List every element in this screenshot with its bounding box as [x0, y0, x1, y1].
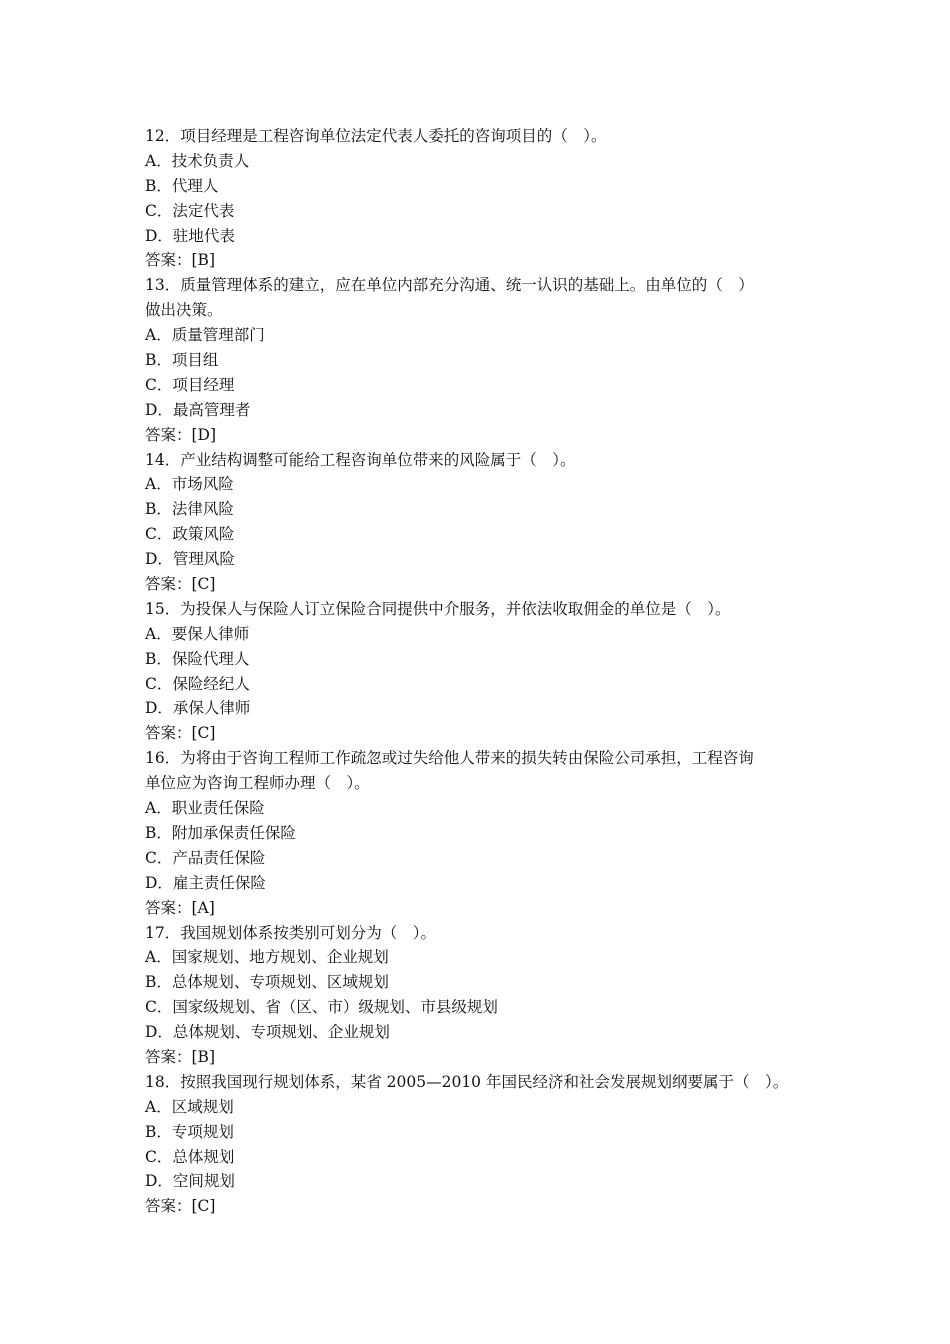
answer: 答案：[B] — [145, 1047, 215, 1066]
option-a: A．质量管理部门 — [145, 326, 265, 345]
question-14 — [145, 448, 825, 597]
option-d: D．管理风险 — [145, 550, 235, 569]
question-stem-continued: 做出决策。 — [145, 301, 223, 320]
question-17 — [145, 921, 825, 1070]
option-c: C．项目经理 — [145, 375, 235, 394]
option-b: B．附加承保责任保险 — [145, 823, 296, 842]
question-12 — [145, 124, 825, 273]
question-13 — [145, 273, 825, 447]
answer: 答案：[A] — [145, 898, 215, 917]
option-d: D．空间规划 — [145, 1172, 235, 1191]
option-b: B．专项规划 — [145, 1122, 234, 1141]
option-b: B．法律风险 — [145, 500, 234, 519]
question-18 — [145, 1070, 825, 1219]
answer: 答案：[D] — [145, 425, 217, 444]
option-a: A．要保人律师 — [145, 624, 250, 643]
question-16 — [145, 746, 825, 920]
question-stem: 13．质量管理体系的建立，应在单位内部充分沟通、统一认识的基础上。由单位的（ ） — [145, 276, 754, 295]
option-d: D．驻地代表 — [145, 226, 235, 245]
option-b: B．总体规划、专项规划、区域规划 — [145, 973, 389, 992]
option-b: B．项目组 — [145, 351, 219, 370]
option-a: A．市场风险 — [145, 475, 234, 494]
answer: 答案：[C] — [145, 575, 216, 594]
option-a: A．国家规划、地方规划、企业规划 — [145, 948, 389, 967]
question-stem: 17．我国规划体系按类别可划分为（ ）。 — [145, 923, 436, 942]
option-c: C．保险经纪人 — [145, 674, 250, 693]
question-stem: 14．产业结构调整可能给工程咨询单位带来的风险属于（ ）。 — [145, 450, 576, 469]
option-b: B．代理人 — [145, 176, 219, 195]
question-15 — [145, 597, 825, 746]
answer: 答案：[C] — [145, 1197, 216, 1216]
question-stem: 16．为将由于咨询工程师工作疏忽或过失给他人带来的损失转由保险公司承担，工程咨询 — [145, 749, 754, 768]
option-d: D．总体规划、专项规划、企业规划 — [145, 1023, 390, 1042]
option-c: C．法定代表 — [145, 201, 235, 220]
question-stem-continued: 单位应为咨询工程师办理（ ）。 — [145, 774, 370, 793]
option-d: D．雇主责任保险 — [145, 873, 266, 892]
question-stem: 18．按照我国现行规划体系，某省 2005—2010 年国民经济和社会发展规划纲要属于（ ）。 — [145, 1072, 789, 1091]
question-stem: 15．为投保人与保险人订立保险合同提供中介服务，并依法收取佣金的单位是（ ）。 — [145, 599, 731, 618]
answer: 答案：[C] — [145, 724, 216, 743]
option-c: C．总体规划 — [145, 1147, 235, 1166]
option-c: C．国家级规划、省（区、市）级规划、市县级规划 — [145, 998, 498, 1017]
question-stem: 12．项目经理是工程咨询单位法定代表人委托的咨询项目的（ ）。 — [145, 127, 607, 145]
option-a: A．技术负责人 — [145, 151, 250, 170]
option-d: D．承保人律师 — [145, 699, 251, 718]
option-a: A．职业责任保险 — [145, 799, 265, 818]
option-a: A．区域规划 — [145, 1097, 234, 1116]
option-c: C．产品责任保险 — [145, 848, 266, 867]
answer: 答案：[B] — [145, 251, 215, 270]
option-b: B．保险代理人 — [145, 649, 250, 668]
document-page — [145, 124, 825, 1219]
option-d: D．最高管理者 — [145, 400, 251, 419]
option-c: C．政策风险 — [145, 525, 235, 544]
